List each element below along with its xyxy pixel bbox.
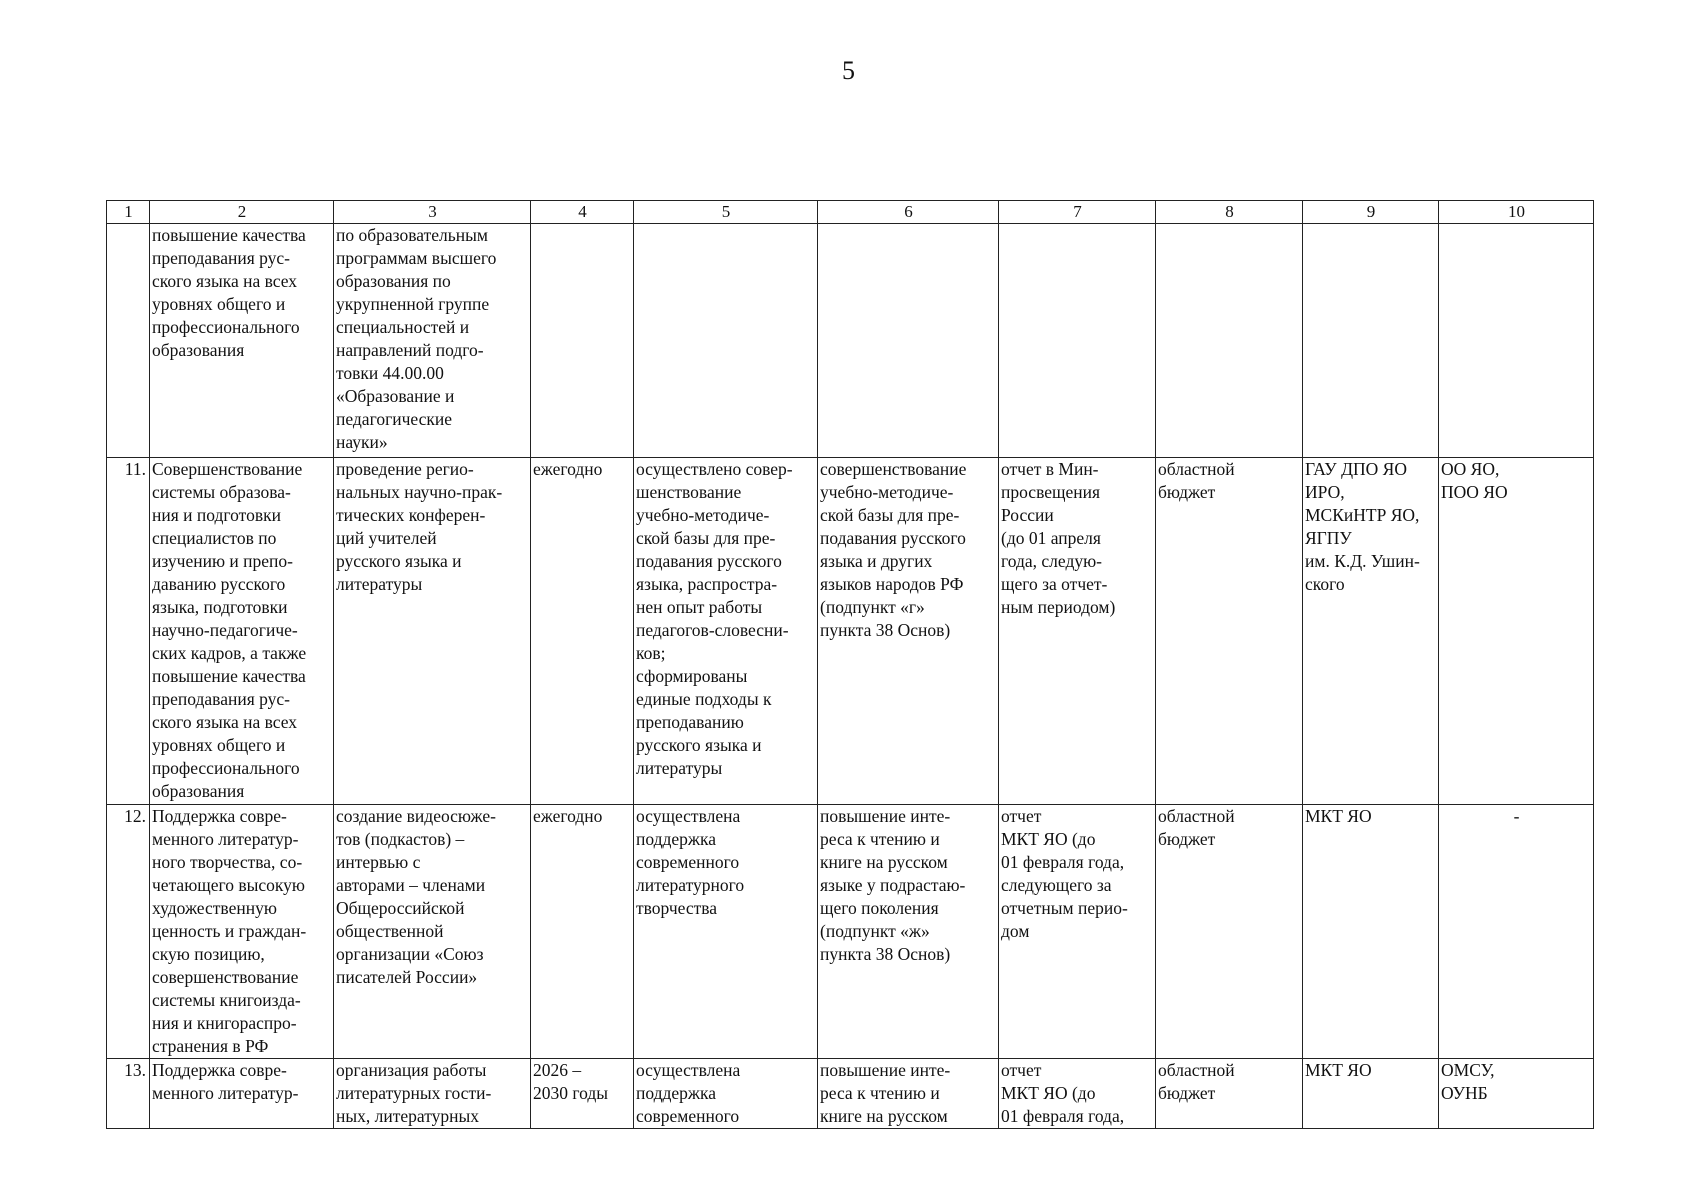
task-cell: Поддержка совре- менного литератур- ного творчества, со- четающего высокую художественную ценность и граждан- скую позицию, совершенствование системы книгоизда- ния и книгораспро- странения в РФ: [150, 805, 334, 1059]
column-number-cell: 8: [1156, 201, 1303, 224]
table-row-11: [107, 458, 1594, 805]
report-cell: [999, 224, 1156, 458]
activity-cell: проведение регио- нальных научно-прак- тических конферен- ций учителей русского языка и литературы: [334, 458, 531, 805]
plan-table: [106, 200, 1594, 1129]
column-number-cell: 7: [999, 201, 1156, 224]
row-number-cell: [107, 224, 150, 458]
co-executor-cell: ОМСУ, ОУНБ: [1439, 1059, 1594, 1129]
activity-cell: создание видеосюже- тов (подкастов) – интервью с авторами – членами Общероссийской общественной организации «Союз писателей России»: [334, 805, 531, 1059]
report-cell: отчет в Мин- просвещения России (до 01 апреля года, следую- щего за отчет- ным периодом): [999, 458, 1156, 805]
executor-cell: ГАУ ДПО ЯО ИРО, МСКиНТР ЯО, ЯГПУ им. К.Д. Ушин- ского: [1303, 458, 1439, 805]
result-cell: осуществлена поддержка современного: [634, 1059, 818, 1129]
goal-cell: повышение инте- реса к чтению и книге на русском языке у подрастаю- щего поколения (подпункт «ж» пункта 38 Основ): [818, 805, 999, 1059]
column-number-row: [107, 201, 1594, 224]
column-number-cell: 10: [1439, 201, 1594, 224]
goal-cell: повышение инте- реса к чтению и книге на русском: [818, 1059, 999, 1129]
table-row-12: [107, 805, 1594, 1059]
table-row-continuation: [107, 224, 1594, 458]
executor-cell: МКТ ЯО: [1303, 1059, 1439, 1129]
co-executor-cell: [1439, 224, 1594, 458]
goal-cell: [818, 224, 999, 458]
task-cell: Поддержка совре- менного литератур-: [150, 1059, 334, 1129]
column-number-cell: 3: [334, 201, 531, 224]
result-cell: [634, 224, 818, 458]
co-executor-cell: -: [1439, 805, 1594, 1059]
column-number-cell: 9: [1303, 201, 1439, 224]
executor-cell: [1303, 224, 1439, 458]
task-cell: повышение качества преподавания рус- ского языка на всех уровнях общего и профессионального образования: [150, 224, 334, 458]
period-cell: ежегодно: [531, 805, 634, 1059]
co-executor-cell: ОО ЯО, ПОО ЯО: [1439, 458, 1594, 805]
funding-cell: областной бюджет: [1156, 805, 1303, 1059]
activity-cell: по образовательным программам высшего образования по укрупненной группе специальностей и направлений подго- товки 44.00.00 «Образование и педагогические науки»: [334, 224, 531, 458]
executor-cell: МКТ ЯО: [1303, 805, 1439, 1059]
report-cell: отчет МКТ ЯО (до 01 февраля года,: [999, 1059, 1156, 1129]
column-number-cell: 2: [150, 201, 334, 224]
result-cell: осуществлена поддержка современного литературного творчества: [634, 805, 818, 1059]
period-cell: [531, 224, 634, 458]
report-cell: отчет МКТ ЯО (до 01 февраля года, следующего за отчетным перио- дом: [999, 805, 1156, 1059]
column-number-cell: 5: [634, 201, 818, 224]
activity-cell: организация работы литературных гости- ных, литературных: [334, 1059, 531, 1129]
row-number-cell: 12.: [107, 805, 150, 1059]
row-number-cell: 11.: [107, 458, 150, 805]
goal-cell: совершенствование учебно-методиче- ской базы для пре- подавания русского языка и других языков народов РФ (подпункт «г» пункта 38 Основ): [818, 458, 999, 805]
funding-cell: [1156, 224, 1303, 458]
result-cell: осуществлено совер- шенствование учебно-методиче- ской базы для пре- подавания русского языка, распростра- нен опыт работы педагогов-словесни- ков; сформированы единые подходы к преподаванию русского языка и литературы: [634, 458, 818, 805]
funding-cell: областной бюджет: [1156, 458, 1303, 805]
table-row-13: [107, 1059, 1594, 1129]
row-number-cell: 13.: [107, 1059, 150, 1129]
task-cell: Совершенствование системы образова- ния и подготовки специалистов по изучению и препо- даванию русского языка, подготовки научно-педагогиче- ских кадров, а также повышение качества преподавания рус- ского языка на всех уровнях общего и профессионального образования: [150, 458, 334, 805]
column-number-cell: 4: [531, 201, 634, 224]
period-cell: ежегодно: [531, 458, 634, 805]
funding-cell: областной бюджет: [1156, 1059, 1303, 1129]
column-number-cell: 6: [818, 201, 999, 224]
period-cell: 2026 – 2030 годы: [531, 1059, 634, 1129]
column-number-cell: 1: [107, 201, 150, 224]
page-number: 5: [842, 56, 855, 85]
